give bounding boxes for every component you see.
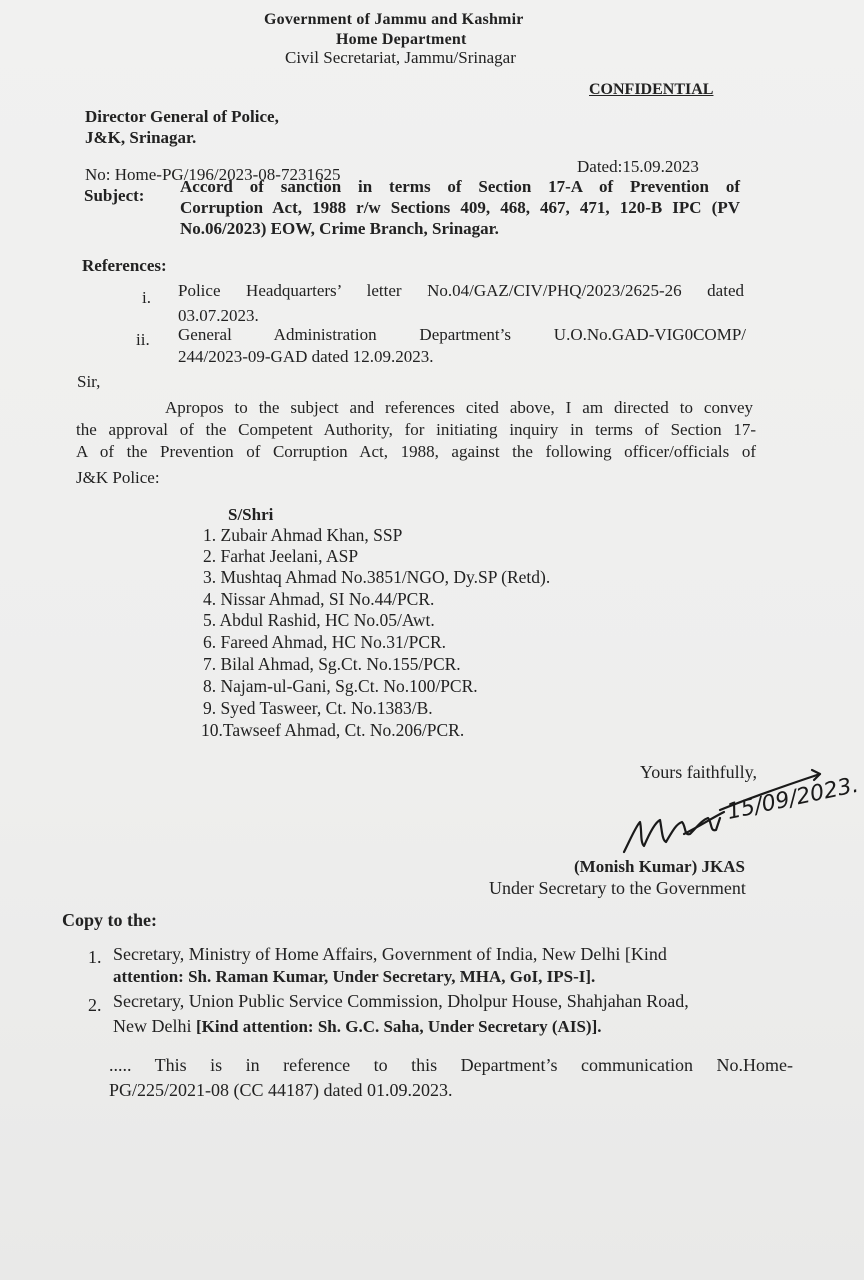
reference-num-2: ii. bbox=[136, 330, 150, 349]
official-item: 4. Nissar Ahmad, SI No.44/PCR. bbox=[203, 589, 435, 609]
copy-2-line2-plain: New Delhi bbox=[113, 1016, 196, 1036]
officials-heading: S/Shri bbox=[228, 505, 274, 524]
reference-1-line2: 03.07.2023. bbox=[178, 306, 259, 325]
copy-num-1: 1. bbox=[88, 947, 102, 967]
copy-1-line2: attention: Sh. Raman Kumar, Under Secretary, MHA, GoI, IPS-I]. bbox=[113, 967, 596, 986]
subject-line2: Corruption Act, 1988 r/w Sections 409, 468, 467, 471, 120-B IPC (PV bbox=[180, 198, 740, 217]
official-item: 8. Najam-ul-Gani, Sg.Ct. No.100/PCR. bbox=[203, 676, 478, 696]
copy-note-line1: ..... This is in reference to this Department’s communication No.Home- bbox=[109, 1055, 793, 1075]
header-secretariat: Civil Secretariat, Jammu/Srinagar bbox=[285, 48, 516, 67]
official-item: 2. Farhat Jeelani, ASP bbox=[203, 546, 359, 566]
subject-line1: Accord of sanction in terms of Section 17-A of Prevention of bbox=[180, 177, 740, 196]
addressee-line2: J&K, Srinagar. bbox=[85, 128, 197, 147]
reference-2-line1: General Administration Department’s U.O.No.GAD-VIG0COMP/ bbox=[178, 325, 746, 344]
official-item: 10.Tawseef Ahmad, Ct. No.206/PCR. bbox=[201, 720, 465, 740]
reference-num-1: i. bbox=[142, 288, 151, 307]
signature-date: 15/09/2023. bbox=[724, 772, 861, 825]
header-department: Home Department bbox=[336, 31, 467, 48]
subject-line3: No.06/2023) EOW, Crime Branch, Srinagar. bbox=[180, 219, 499, 238]
copy-2-line2 bbox=[113, 1016, 601, 1037]
confidential-label: CONFIDENTIAL bbox=[589, 81, 714, 98]
body-line4: J&K Police: bbox=[76, 468, 160, 487]
official-item: 1. Zubair Ahmad Khan, SSP bbox=[203, 525, 403, 545]
references-label: References: bbox=[82, 256, 167, 275]
reference-1-line1: Police Headquarters’ letter No.04/GAZ/CIV/PHQ/2023/2625-26 dated bbox=[178, 281, 744, 300]
header-government: Government of Jammu and Kashmir bbox=[264, 11, 524, 28]
copy-num-2: 2. bbox=[88, 995, 102, 1015]
closing: Yours faithfully, bbox=[640, 762, 758, 782]
official-item: 3. Mushtaq Ahmad No.3851/NGO, Dy.SP (Retd). bbox=[203, 567, 551, 587]
official-item: 9. Syed Tasweer, Ct. No.1383/B. bbox=[203, 698, 433, 718]
body-line3: A of the Prevention of Corruption Act, 1988, against the following officer/officials of bbox=[76, 442, 756, 461]
letter-date: Dated:15.09.2023 bbox=[577, 157, 699, 176]
official-item: 6. Fareed Ahmad, HC No.31/PCR. bbox=[203, 632, 447, 652]
signatory-name: (Monish Kumar) JKAS bbox=[574, 857, 745, 876]
official-item: 7. Bilal Ahmad, Sg.Ct. No.155/PCR. bbox=[203, 654, 461, 674]
copy-note-line2: PG/225/2021-08 (CC 44187) dated 01.09.2023. bbox=[109, 1080, 453, 1100]
copy-to-label: Copy to the: bbox=[62, 910, 157, 930]
reference-2-line2: 244/2023-09-GAD dated 12.09.2023. bbox=[178, 347, 434, 366]
copy-2-line2-bold: [Kind attention: Sh. G.C. Saha, Under Secretary (AIS)]. bbox=[195, 1017, 602, 1036]
reference-number: No: Home-PG/196/2023-08-7231625 bbox=[85, 165, 341, 184]
body-line2: the approval of the Competent Authority, for initiating inquiry in terms of Section 17- bbox=[76, 420, 756, 439]
official-item: 5. Abdul Rashid, HC No.05/Awt. bbox=[203, 610, 435, 630]
copy-1-line1: Secretary, Ministry of Home Affairs, Government of India, New Delhi [Kind bbox=[113, 944, 667, 964]
body-line1: Apropos to the subject and references cited above, I am directed to convey bbox=[165, 398, 753, 417]
salutation: Sir, bbox=[77, 372, 101, 391]
subject-label: Subject: bbox=[84, 186, 145, 205]
copy-2-line1: Secretary, Union Public Service Commission, Dholpur House, Shahjahan Road, bbox=[113, 991, 689, 1011]
addressee-line1: Director General of Police, bbox=[85, 107, 279, 126]
signatory-designation: Under Secretary to the Government bbox=[489, 878, 746, 898]
